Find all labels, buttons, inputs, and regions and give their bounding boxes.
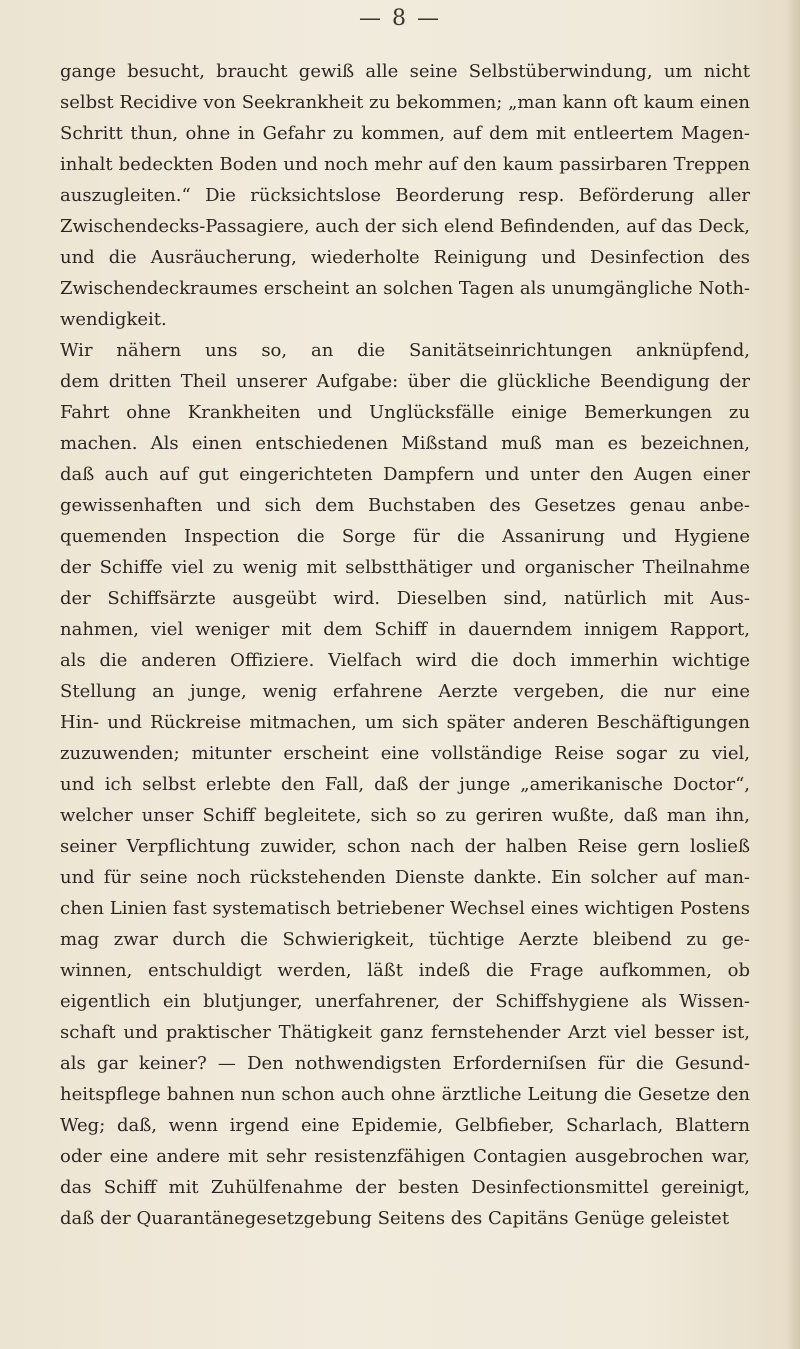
text-line: nahmen, viel weniger mit dem Schiff in dauerndem innigem Rapport, [60, 619, 750, 640]
text-line: Zwischendeckraumes erscheint an solchen Tagen als unumgängliche Noth- [60, 278, 750, 299]
text-line: quemenden Inspection die Sorge für die Assanirung und Hygiene [60, 526, 750, 547]
text-line: winnen, entschuldigt werden, läßt indeß die Frage aufkommen, ob [60, 960, 750, 981]
text-line: und ich selbst erlebte den Fall, daß der junge „amerikanische Doctor“, [60, 774, 750, 795]
text-line: Weg; daß, wenn irgend eine Epidemie, Gelbfieber, Scharlach, Blattern [60, 1115, 750, 1136]
text-line: selbst Recidive von Seekrankheit zu bekommen; „man kann oft kaum einen [60, 92, 750, 113]
page-edge-shadow [786, 0, 800, 1349]
text-line: dem dritten Theil unserer Aufgabe: über die glückliche Beendigung der [60, 371, 750, 392]
text-line: machen. Als einen entschiedenen Mißstand muß man es bezeichnen, [60, 433, 750, 454]
text-line: Fahrt ohne Krankheiten und Unglücksfälle einige Bemerkungen zu [60, 402, 750, 423]
text-line: wendigkeit. [60, 309, 167, 330]
page-text [60, 56, 750, 1234]
text-line: mag zwar durch die Schwierigkeit, tüchtige Aerzte bleibend zu ge- [60, 929, 750, 950]
text-line: Zwischendecks-Passagiere, auch der sich elend Befindenden, auf das Deck, [60, 216, 750, 237]
text-line: schaft und praktischer Thätigkeit ganz fernstehender Arzt viel besser ist, [60, 1022, 750, 1043]
text-line: heitspflege bahnen nun schon auch ohne ärztliche Leitung die Gesetze den [60, 1084, 750, 1105]
text-line: daß auch auf gut eingerichteten Dampfern und unter den Augen einer [60, 464, 750, 485]
text-line: der Schiffe viel zu wenig mit selbstthätiger und organischer Theilnahme [60, 557, 750, 578]
text-line: gange besucht, braucht gewiß alle seine Selbstüberwindung, um nicht [60, 61, 750, 82]
text-line: chen Linien fast systematisch betriebener Wechsel eines wichtigen Postens [60, 898, 750, 919]
page-number: — 8 — [359, 6, 441, 31]
text-line: gewissenhaften und sich dem Buchstaben des Gesetzes genau anbe- [60, 495, 750, 516]
text-line: Wir nähern uns so, an die Sanitätseinrichtungen anknüpfend, [60, 340, 750, 361]
text-line: und die Ausräucherung, wiederholte Reinigung und Desinfection des [60, 247, 750, 268]
text-line: auszugleiten.“ Die rücksichtslose Beorderung resp. Beförderung aller [60, 185, 750, 206]
text-line: und für seine noch rückstehenden Dienste dankte. Ein solcher auf man- [60, 867, 750, 888]
text-line: daß der Quarantänegesetzgebung Seitens des Capitäns Genüge geleistet [60, 1208, 730, 1229]
text-line: welcher unser Schiff begleitete, sich so zu geriren wußte, daß man ihn, [60, 805, 750, 826]
text-line: inhalt bedeckten Boden und noch mehr auf den kaum passirbaren Treppen [60, 154, 750, 175]
text-line: das Schiff mit Zuhülfenahme der besten Desinfectionsmittel gereinigt, [60, 1177, 750, 1198]
text-line: der Schiffsärzte ausgeübt wird. Dieselben sind, natürlich mit Aus- [60, 588, 750, 609]
text-line: als die anderen Offiziere. Vielfach wird die doch immerhin wichtige [60, 650, 750, 671]
text-line: Schritt thun, ohne in Gefahr zu kommen, auf dem mit entleertem Magen- [60, 123, 750, 144]
text-line: Hin- und Rückreise mitmachen, um sich später anderen Beschäftigungen [60, 712, 750, 733]
text-line: zuzuwenden; mitunter erscheint eine vollständige Reise sogar zu viel, [60, 743, 750, 764]
text-line: seiner Verpflichtung zuwider, schon nach der halben Reise gern losließ [60, 836, 750, 857]
text-line: eigentlich ein blutjunger, unerfahrener, der Schiffshygiene als Wissen- [60, 991, 750, 1012]
text-line: als gar keiner? — Den nothwendigsten Erforderniſsen für die Gesund- [60, 1053, 750, 1074]
text-line: oder eine andere mit sehr resistenzfähigen Contagien ausgebrochen war, [60, 1146, 750, 1167]
text-line: Stellung an junge, wenig erfahrene Aerzte vergeben, die nur eine [60, 681, 750, 702]
